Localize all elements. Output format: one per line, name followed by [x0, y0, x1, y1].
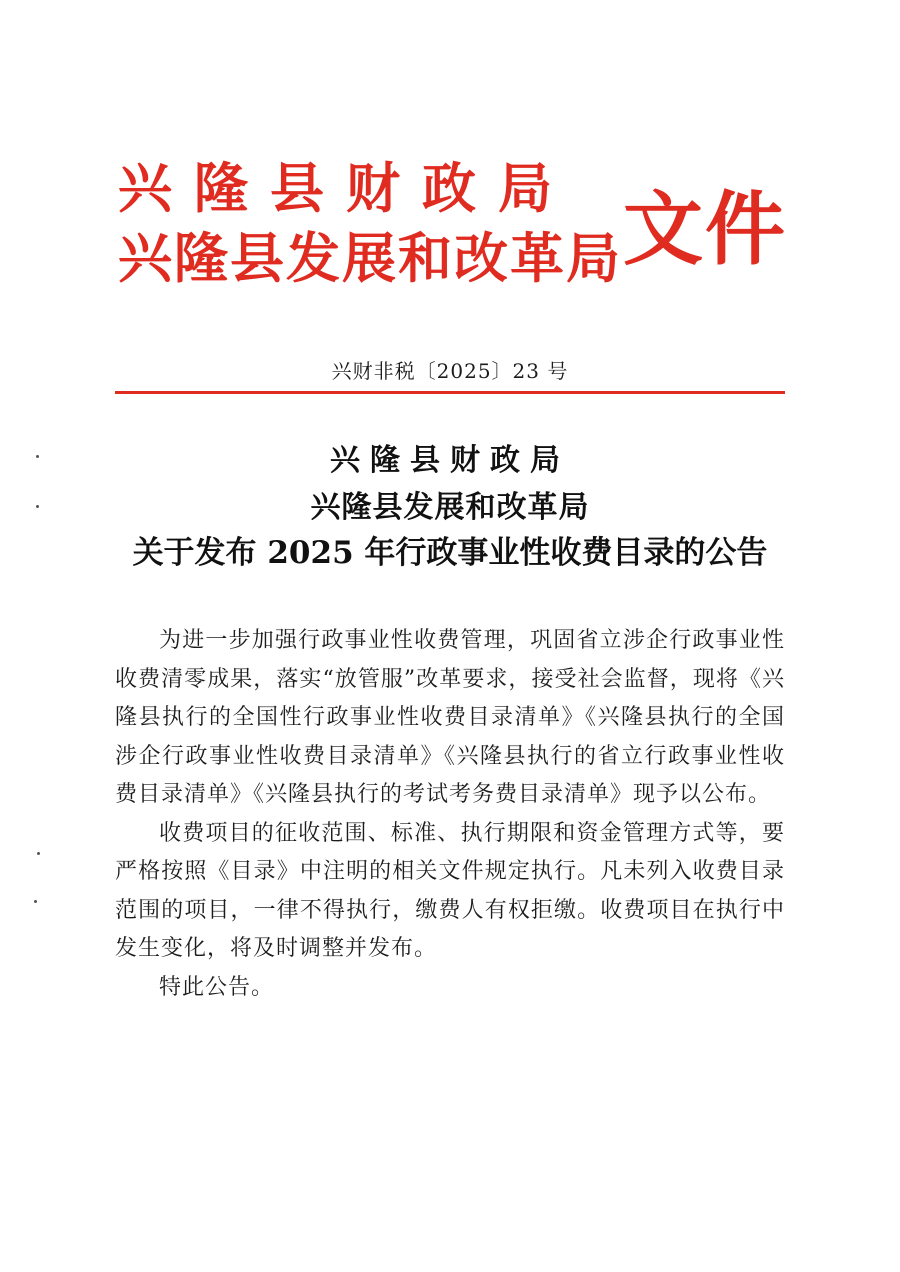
issuer-line-1: 兴隆县财政局	[118, 157, 574, 220]
red-header	[118, 157, 798, 300]
body-paragraph-3: 特此公告。	[159, 974, 275, 1000]
title-line-3: 关于发布 2025 年行政事业性收费目录的公告	[132, 535, 768, 571]
document-number: 兴财非税〔2025〕23 号	[331, 359, 569, 383]
scan-speck	[37, 852, 40, 855]
red-separator-line	[115, 391, 785, 394]
body-paragraph-2: 收费项目的征收范围、标准、执行期限和资金管理方式等，要严格按照《目录》中注明的相关文件规定执行。凡未列入收费目录范围的项目，一律不得执行，缴费人有权拒缴。收费项目在执行中发生变化，将及时调整并发布。	[115, 820, 785, 961]
scan-speck	[34, 900, 37, 903]
issuer-line-2: 兴隆县发展和改革局	[118, 227, 622, 290]
title-line-1: 兴隆县财政局	[330, 443, 570, 478]
body-paragraph-1: 为进一步加强行政事业性收费管理，巩固省立涉企行政事业性收费清零成果，落实“放管服”改革要求，接受社会监督，现将《兴隆县执行的全国性行政事业性收费目录清单》《兴隆县执行的全国涉企行政事业性收费目录清单》《兴隆县执行的省立行政事业性收费目录清单》《兴隆县执行的考试考务费目录清单》现予以公布。	[115, 628, 785, 807]
title-line-2: 兴隆县发展和改革局	[310, 490, 590, 525]
announcement-body	[115, 622, 785, 1007]
document-mark: 文件	[623, 183, 787, 276]
